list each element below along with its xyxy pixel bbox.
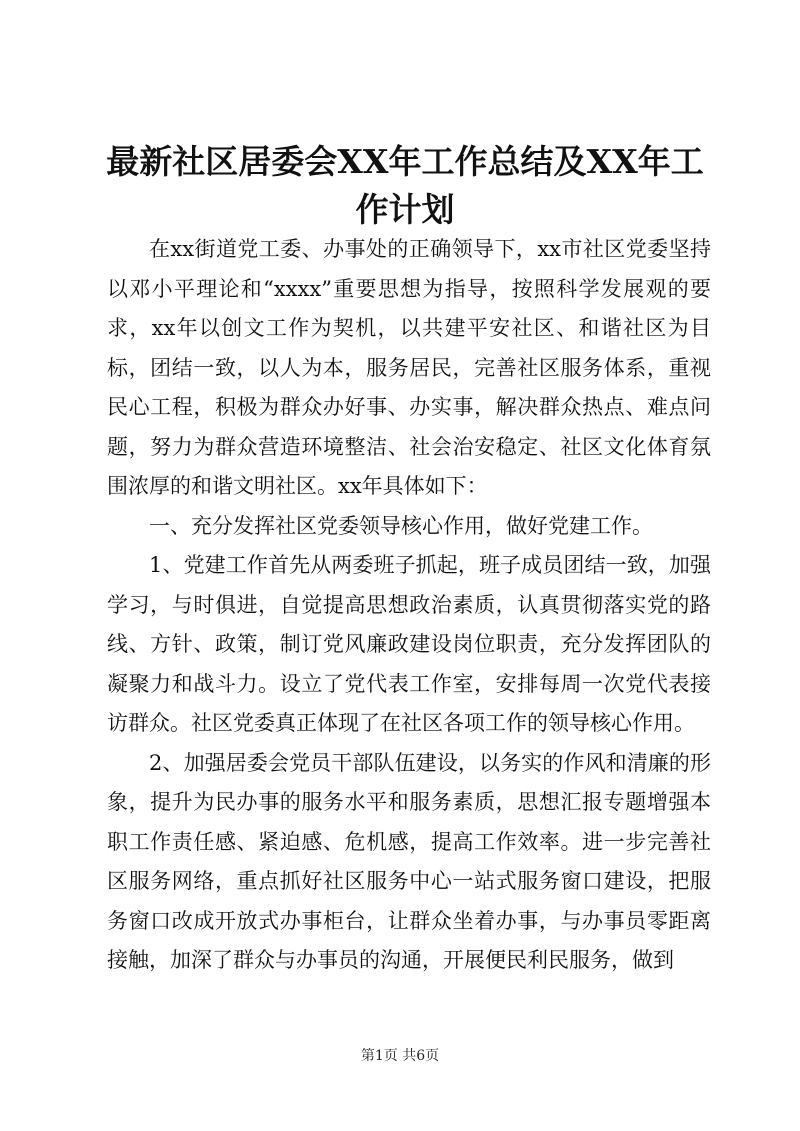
document-title: 最新社区居委会XX年工作总结及XX年工作计划 <box>106 142 704 229</box>
page-footer: 第1页 共6页 <box>360 1048 440 1064</box>
paragraph-section-1-heading: 一、充分发挥社区党委领导核心作用，做好党建工作。 <box>149 513 653 538</box>
paragraph-item-2: 2、加强居委会党员干部队伍建设，以务实的作风和清廉的形象，提升为民办事的服务水平和服务素质，思想汇报专题增强本职工作责任感、紧迫感、危机感，提高工作效率。进一步完善社区服务网络，重点抓好社区服务中心一站式服务窗口建设，把服务窗口改成开放式办事柜台，让群众坐着办事，与办事员零距离接触，加深了群众与办事员的沟通，开展便民利民服务，做到 <box>107 750 711 972</box>
paragraph-item-1: 1、党建工作首先从两委班子抓起，班子成员团结一致，加强学习，与时俱进，自觉提高思想政治素质，认真贯彻落实党的路线、方针、政策，制订党风廉政建设岗位职责，充分发挥团队的凝聚力和战斗力。设立了党代表工作室，安排每周一次党代表接访群众。社区党委真正体现了在社区各项工作的领导核心作用。 <box>107 553 711 735</box>
paragraph-intro: 在xx街道党工委、办事处的正确领导下，xx市社区党委坚持以邓小平理论和“xxxx”重要思想为指导，按照科学发展观的要求，xx年以创文工作为契机，以共建平安社区、和谐社区为目标，团结一致，以人为本，服务居民，完善社区服务体系，重视民心工程，积极为群众办好事、办实事，解决群众热点、难点问题，努力为群众营造环境整洁、社会治安稳定、社区文化体育氛围浓厚的和谐文明社区。xx年具体如下： <box>107 237 711 498</box>
document-body <box>107 230 711 981</box>
